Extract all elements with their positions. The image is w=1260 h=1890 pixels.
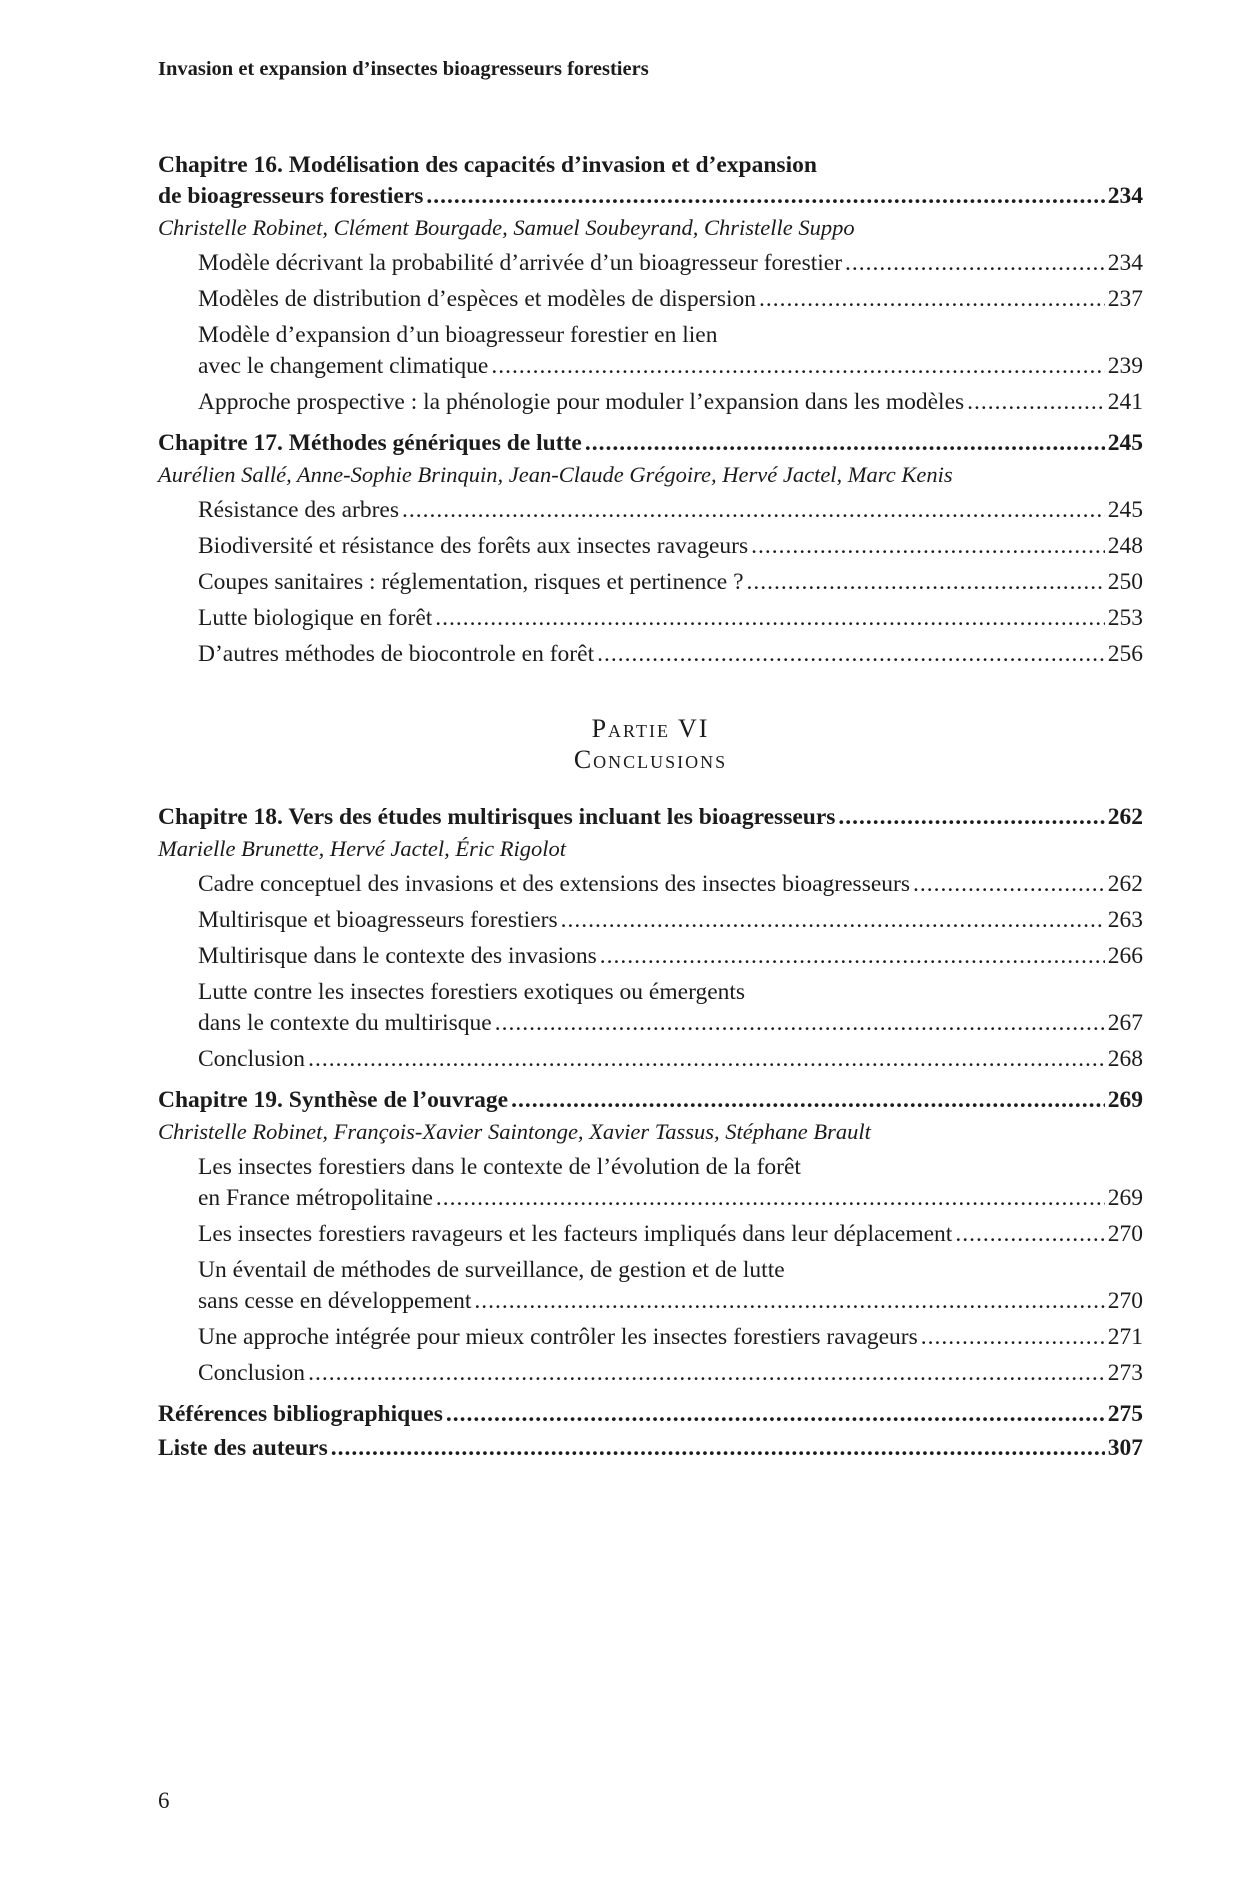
section-entry[interactable] (158, 531, 1143, 562)
page-ref: 234 (1107, 250, 1143, 276)
dot-leader (845, 248, 1105, 279)
dot-leader (446, 1399, 1105, 1430)
dot-leader (474, 1286, 1104, 1317)
chapter-16 (158, 150, 1143, 418)
dot-leader (435, 603, 1104, 634)
chapter-title-entry[interactable] (158, 428, 1143, 459)
section-entry[interactable] (158, 248, 1143, 279)
section-entry[interactable] (158, 284, 1143, 315)
section-title: D’autres méthodes de biocontrole en forêt (198, 641, 595, 667)
page-ref: 248 (1107, 533, 1143, 559)
section-entry[interactable] (158, 1322, 1143, 1353)
dot-leader (511, 1085, 1105, 1116)
page-number: 6 (158, 1788, 170, 1813)
section-title-line: Les insectes forestiers dans le contexte de l’évolution de la forêt (198, 1154, 801, 1180)
page-ref: 275 (1107, 1401, 1143, 1427)
dot-leader (426, 181, 1104, 212)
page-ref: 237 (1107, 286, 1143, 312)
section-title: dans le contexte du multirisque (198, 1010, 492, 1036)
dot-leader (921, 1322, 1105, 1353)
section-title: avec le changement climatique (198, 353, 489, 379)
page-ref: 307 (1107, 1435, 1143, 1461)
section-entry[interactable] (158, 1358, 1143, 1389)
chapter-19 (158, 1085, 1143, 1389)
dot-leader (585, 428, 1105, 459)
chapter-title: Chapitre 17. Méthodes génériques de lutte (158, 430, 582, 456)
page-ref: 273 (1107, 1360, 1143, 1386)
section-entry[interactable] (158, 639, 1143, 670)
section-title: Biodiversité et résistance des forêts aux insectes ravageurs (198, 533, 749, 559)
dot-leader (600, 941, 1105, 972)
chapter-title-entry[interactable] (158, 1085, 1143, 1116)
page-ref: 268 (1107, 1046, 1143, 1072)
part-title: Conclusions (573, 745, 728, 774)
section-title: Lutte biologique en forêt (198, 605, 433, 631)
page-ref: 245 (1107, 430, 1143, 456)
section-title: Résistance des arbres (198, 497, 399, 523)
table-of-contents (158, 150, 1143, 1464)
section-entry[interactable] (158, 1044, 1143, 1075)
page-ref: 234 (1107, 183, 1143, 209)
chapter-title-line: Chapitre 16. Modélisation des capacités d’invasion et d’expansion (158, 152, 817, 178)
dot-leader (308, 1358, 1105, 1389)
dot-leader (955, 1219, 1104, 1250)
chapter-title: Chapitre 18. Vers des études multirisques incluant les bioagresseurs (158, 804, 836, 830)
page-ref: 269 (1107, 1087, 1143, 1113)
running-head: Invasion et expansion d’insectes bioagresseurs forestiers (158, 58, 649, 80)
section-title: en France métropolitaine (198, 1185, 433, 1211)
section-title: Modèles de distribution d’espèces et modèles de dispersion (198, 286, 756, 312)
section-entry[interactable] (158, 567, 1143, 598)
chapter-authors: Marielle Brunette, Hervé Jactel, Éric Rigolot (158, 836, 566, 861)
section-title: Multirisque dans le contexte des invasions (198, 943, 597, 969)
page-ref: 266 (1107, 943, 1143, 969)
page-ref: 262 (1107, 804, 1143, 830)
section-entry[interactable] (158, 977, 1143, 1039)
chapter-authors: Aurélien Sallé, Anne-Sophie Brinquin, Jean-Claude Grégoire, Hervé Jactel, Marc Kenis (158, 462, 953, 487)
page-ref: 269 (1107, 1185, 1143, 1211)
dot-leader (747, 567, 1105, 598)
page-ref: 245 (1107, 497, 1143, 523)
chapter-18 (158, 802, 1143, 1075)
chapter-title-entry[interactable] (158, 181, 1143, 212)
dot-leader (436, 1183, 1105, 1214)
section-title: Une approche intégrée pour mieux contrôler les insectes forestiers ravageurs (198, 1324, 918, 1350)
entry-title: Liste des auteurs (158, 1435, 328, 1461)
page-ref: 253 (1107, 605, 1143, 631)
dot-leader (751, 531, 1105, 562)
section-title-line: Un éventail de méthodes de surveillance, de gestion et de lutte (198, 1257, 785, 1283)
section-title-line: Lutte contre les insectes forestiers exotiques ou émergents (198, 979, 746, 1005)
dot-leader (402, 495, 1105, 526)
page-ref: 271 (1107, 1324, 1143, 1350)
dot-leader (561, 905, 1105, 936)
dot-leader (913, 869, 1105, 900)
section-entry[interactable] (158, 495, 1143, 526)
dot-leader (597, 639, 1105, 670)
entry-title: Références bibliographiques (158, 1401, 443, 1427)
section-entry[interactable] (158, 1255, 1143, 1317)
chapter-authors: Christelle Robinet, Clément Bourgade, Samuel Soubeyrand, Christelle Suppo (158, 215, 855, 240)
references-entry[interactable] (158, 1399, 1143, 1430)
section-title: Conclusion (198, 1046, 306, 1072)
dot-leader (967, 387, 1105, 418)
section-title: sans cesse en développement (198, 1288, 472, 1314)
page-ref: 256 (1107, 641, 1143, 667)
section-entry[interactable] (158, 387, 1143, 418)
section-entry[interactable] (158, 1219, 1143, 1250)
chapter-title-entry[interactable] (158, 802, 1143, 833)
page-ref: 270 (1107, 1221, 1143, 1247)
chapter-title: de bioagresseurs forestiers (158, 183, 424, 209)
chapter-17 (158, 428, 1143, 670)
page-ref: 241 (1107, 389, 1143, 415)
section-entry[interactable] (158, 1152, 1143, 1214)
section-title: Cadre conceptuel des invasions et des extensions des insectes bioagresseurs (198, 871, 910, 897)
dot-leader (491, 351, 1104, 382)
page-ref: 239 (1107, 353, 1143, 379)
part-label: Partie VI (591, 714, 710, 743)
section-entry[interactable] (158, 603, 1143, 634)
dot-leader (495, 1008, 1105, 1039)
page-ref: 267 (1107, 1010, 1143, 1036)
section-title: Conclusion (198, 1360, 306, 1386)
section-title: Les insectes forestiers ravageurs et les facteurs impliqués dans leur déplacement (198, 1221, 953, 1247)
section-title: Modèle décrivant la probabilité d’arrivée d’un bioagresseur forestier (198, 250, 843, 276)
section-entry[interactable] (158, 941, 1143, 972)
section-title: Coupes sanitaires : réglementation, risques et pertinence ? (198, 569, 744, 595)
page-ref: 262 (1107, 871, 1143, 897)
section-entry[interactable] (158, 320, 1143, 382)
section-entry[interactable] (158, 869, 1143, 900)
chapter-title: Chapitre 19. Synthèse de l’ouvrage (158, 1087, 509, 1113)
dot-leader (759, 284, 1105, 315)
part-heading (158, 713, 1143, 775)
page-ref: 250 (1107, 569, 1143, 595)
dot-leader (331, 1433, 1105, 1464)
section-title-line: Modèle d’expansion d’un bioagresseur forestier en lien (198, 322, 718, 348)
section-entry[interactable] (158, 905, 1143, 936)
section-title: Multirisque et bioagresseurs forestiers (198, 907, 558, 933)
page-ref: 270 (1107, 1288, 1143, 1314)
page-ref: 263 (1107, 907, 1143, 933)
section-title: Approche prospective : la phénologie pour moduler l’expansion dans les modèles (198, 389, 965, 415)
dot-leader (308, 1044, 1105, 1075)
chapter-authors: Christelle Robinet, François-Xavier Saintonge, Xavier Tassus, Stéphane Brault (158, 1119, 871, 1144)
dot-leader (838, 802, 1104, 833)
authors-list-entry[interactable] (158, 1433, 1143, 1464)
